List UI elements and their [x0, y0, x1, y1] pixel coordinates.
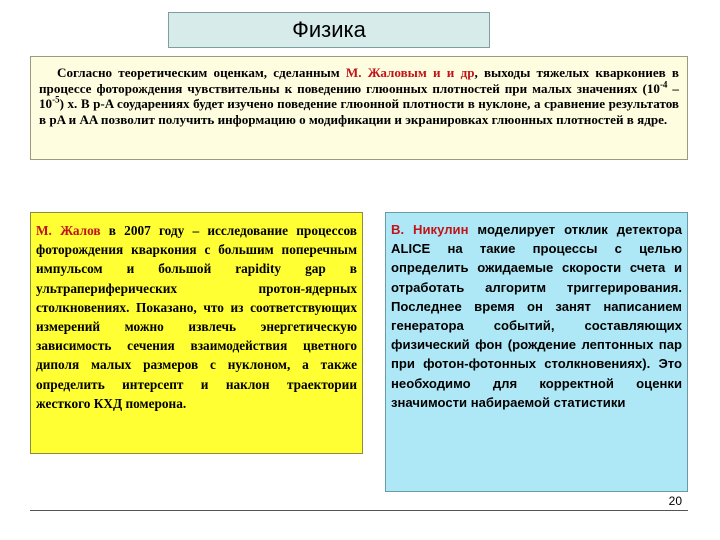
left-text: в 2007 году – исследование процессов фоторождения кваркония с большим поперечным импульсом и большой rapidity gap в ультрапериферических протон-ядерных столкновениях. Показано, что из соответствующих измерений можно извлечь энергетическую зависимость сечения взаимодействия цветного диполя малых размеров с нуклоном, а также определить интерсепт и наклон траектории жесткого КХД померона. — [36, 223, 357, 411]
intro-text-part4: ) x. В p-A соударениях будет изучено поведение глюонной плотности в нуклоне, а сравнение результатов в pA и AA позволит получить информацию о модификации и экранировках глюонных плотностей в ядре. — [39, 96, 679, 127]
intro-text-part1: Согласно теоретическим оценкам, сделанным — [57, 65, 346, 80]
right-info-box — [385, 212, 688, 492]
page-number: 20 — [668, 494, 682, 508]
intro-exponent-1: -4 — [659, 79, 668, 90]
left-info-box — [30, 212, 363, 454]
slide-title-text: Физика — [292, 17, 366, 42]
intro-text-part3: – 10 — [39, 80, 679, 112]
right-text: моделирует отклик детектора ALICE на такие процессы с целью определить ожидаемые скорости счета и отработать алгоритм триггерирования. Последнее время он занят написанием генератора событий, составляющих физический фон (рождение лептонных пар при фотон-фотонных столкновениях). Это необходимо для корректной оценки значимости набираемой статистики — [391, 222, 682, 410]
intro-exponent-2: -5 — [52, 94, 60, 105]
slide-title — [168, 12, 490, 48]
intro-text-part2: , выходы тяжелых кваркониев в процессе фоторождения чувствительны к поведению глюонных плотностей при малых значениях (10 — [39, 65, 679, 96]
right-author-name: В. Никулин — [391, 222, 469, 237]
intro-author-name: М. Жаловым и и др — [345, 65, 475, 80]
left-author-name: М. Жалов — [36, 223, 101, 238]
intro-text-box — [30, 56, 688, 160]
page-divider — [30, 510, 688, 511]
